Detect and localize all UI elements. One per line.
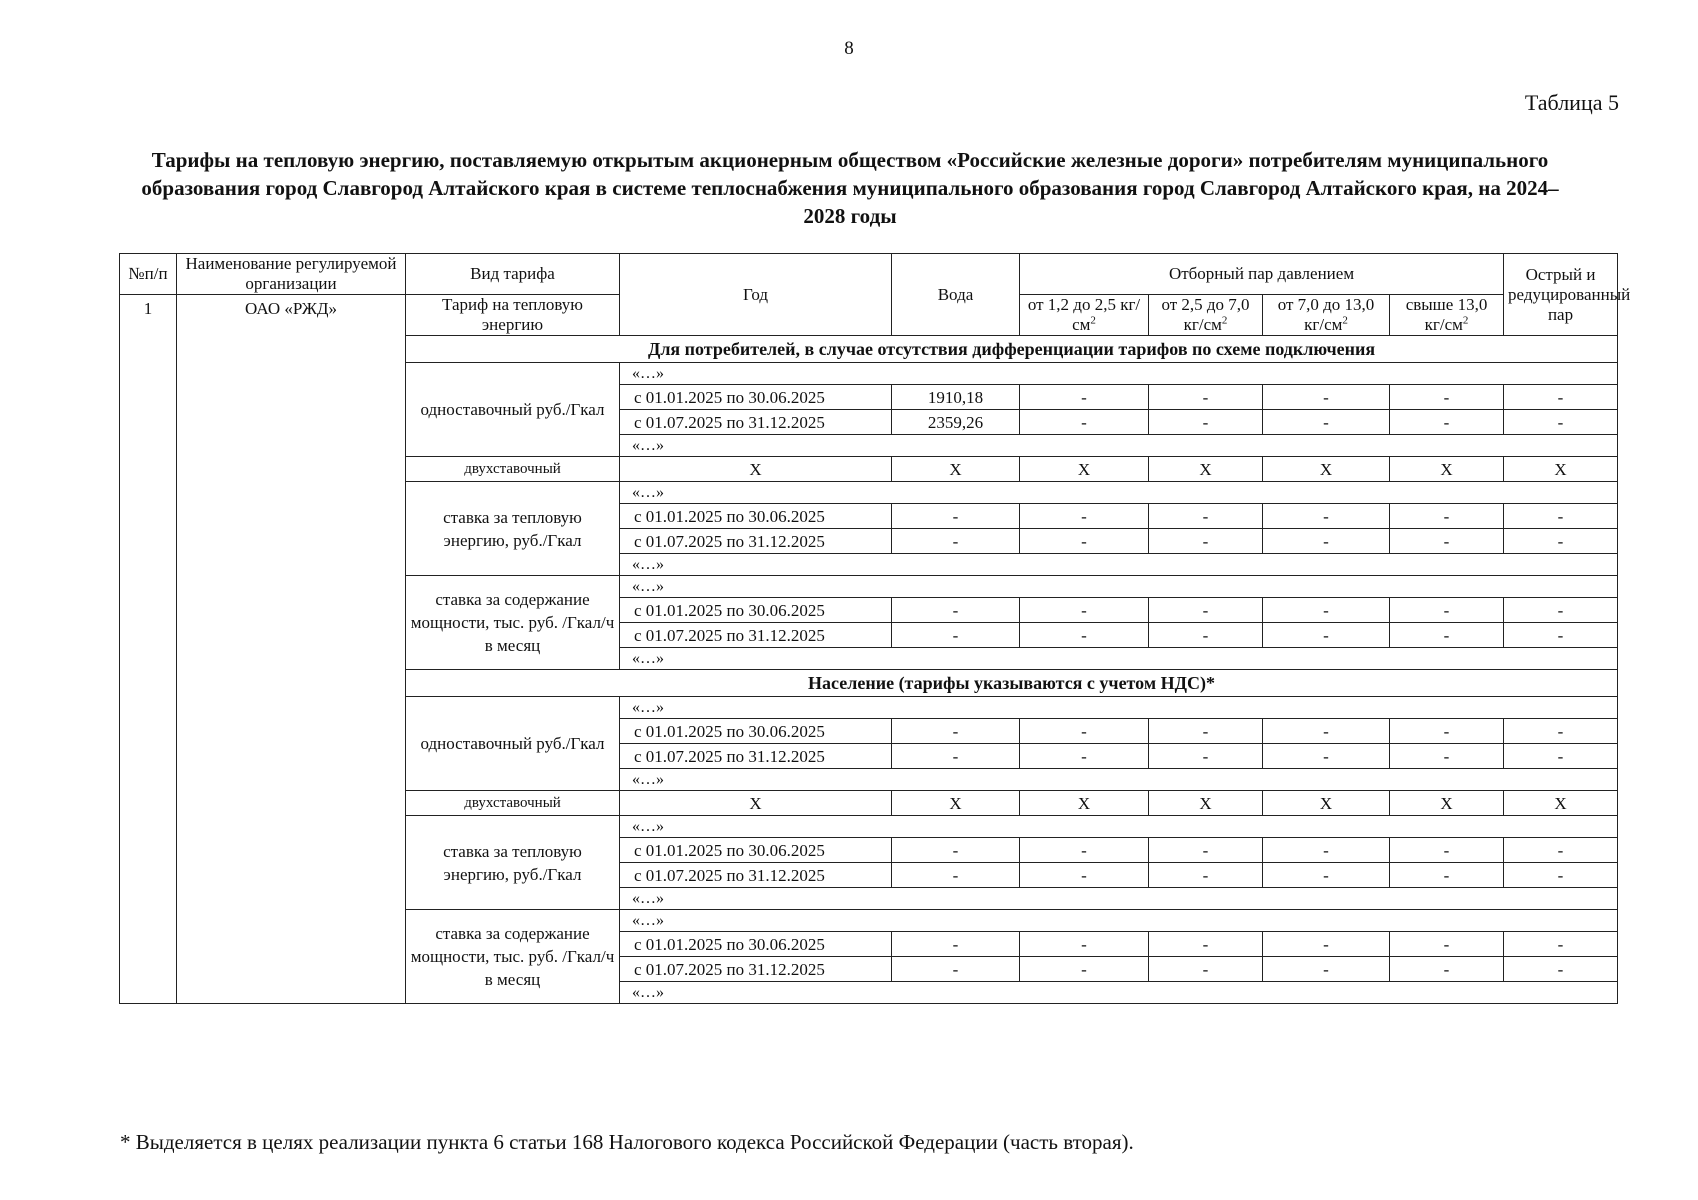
value-cell: - <box>1149 385 1263 410</box>
value-cell: - <box>892 744 1020 769</box>
value-cell: - <box>1390 744 1504 769</box>
header-water: Вода <box>892 254 1020 336</box>
section-title: Население (тарифы указываются с учетом НДС)* <box>406 670 1618 697</box>
value-cell: X <box>620 457 892 482</box>
ellipsis-row: «…» <box>620 982 1618 1004</box>
value-cell: X <box>892 457 1020 482</box>
value-cell: - <box>1263 598 1390 623</box>
value-cell: - <box>1149 719 1263 744</box>
value-cell: - <box>1390 932 1504 957</box>
value-cell: - <box>1504 410 1618 435</box>
value-cell: - <box>1390 529 1504 554</box>
period-cell: с 01.01.2025 по 30.06.2025 <box>620 504 892 529</box>
value-cell: X <box>1263 457 1390 482</box>
value-cell: - <box>892 623 1020 648</box>
table-caption: Таблица 5 <box>1524 90 1619 115</box>
period-cell: с 01.01.2025 по 30.06.2025 <box>620 719 892 744</box>
ellipsis-row: «…» <box>620 648 1618 670</box>
value-cell: - <box>1149 957 1263 982</box>
value-cell: - <box>1149 598 1263 623</box>
footnote: * Выделяется в целях реализации пункта 6 статьи 168 Налогового кодекса Российской Федерации (часть вторая). <box>120 1130 1134 1154</box>
superscript: 2 <box>1090 314 1096 327</box>
tariff-table <box>119 253 1631 1004</box>
document-title: Тарифы на тепловую энергию, поставляемую открытым акционерным обществом «Российские железные дороги» потребителям муниципального образования город Славгород Алтайского края в системе теплоснабжения муниципального образования город Славгород Алтайского края, на 2024–2028 годы <box>141 148 1559 228</box>
value-cell: - <box>1390 385 1504 410</box>
value-cell: - <box>1149 932 1263 957</box>
ellipsis-row: «…» <box>620 554 1618 576</box>
ellipsis-row: «…» <box>620 435 1618 457</box>
value-cell: - <box>892 504 1020 529</box>
section-title: Для потребителей, в случае отсутствия дифференциации тарифов по схеме подключения <box>406 336 1618 363</box>
label-two-rate: двухставочный <box>406 791 620 816</box>
organization-name: ОАО «РЖД» <box>177 295 406 1004</box>
value-cell: - <box>1020 957 1149 982</box>
value-cell: - <box>1020 744 1149 769</box>
label-single-rate: одноставочный руб./Гкал <box>406 697 620 791</box>
label-energy-rate: ставка за тепловую энергию, руб./Гкал <box>406 482 620 576</box>
period-cell: с 01.01.2025 по 30.06.2025 <box>620 838 892 863</box>
value-cell: - <box>1263 623 1390 648</box>
value-cell: - <box>1263 719 1390 744</box>
value-cell: - <box>1263 529 1390 554</box>
value-cell: - <box>1149 410 1263 435</box>
value-cell: - <box>1263 932 1390 957</box>
value-cell: - <box>1263 957 1390 982</box>
value-cell: - <box>892 529 1020 554</box>
header-year: Год <box>620 254 892 336</box>
value-cell: - <box>1390 598 1504 623</box>
value-cell: X <box>1149 791 1263 816</box>
value-cell: - <box>1020 932 1149 957</box>
value-cell: X <box>1390 457 1504 482</box>
value-cell: - <box>1020 838 1149 863</box>
value-cell: - <box>892 838 1020 863</box>
value-cell: - <box>1390 504 1504 529</box>
ellipsis-row: «…» <box>620 888 1618 910</box>
value-cell: - <box>1390 623 1504 648</box>
value-cell: - <box>1504 623 1618 648</box>
value-cell: - <box>1504 932 1618 957</box>
header-sharp-steam: Острый и редуцированный пар <box>1504 254 1618 336</box>
value-cell: - <box>1149 863 1263 888</box>
value-cell: - <box>1504 504 1618 529</box>
value-cell: - <box>892 863 1020 888</box>
value-cell: - <box>1504 385 1618 410</box>
value-cell: X <box>1020 791 1149 816</box>
label-energy-rate: ставка за тепловую энергию, руб./Гкал <box>406 816 620 910</box>
period-cell: с 01.07.2025 по 31.12.2025 <box>620 744 892 769</box>
value-cell: X <box>1149 457 1263 482</box>
value-cell: X <box>1263 791 1390 816</box>
value-cell: - <box>1020 719 1149 744</box>
value-cell: - <box>1504 529 1618 554</box>
label-capacity-rate: ставка за содержание мощности, тыс. руб. /Гкал/ч в месяц <box>406 910 620 1004</box>
superscript: 2 <box>1342 314 1348 327</box>
value-cell: - <box>1020 863 1149 888</box>
value-cell: - <box>1390 838 1504 863</box>
header-org: Наименование регулируемой организации <box>177 254 406 295</box>
value-cell: - <box>1504 598 1618 623</box>
value-cell: - <box>1504 719 1618 744</box>
header-pressure-1-text: от 1,2 до 2,5 кг/см <box>1027 295 1141 334</box>
header-pressure-4 <box>1390 295 1504 336</box>
period-cell: с 01.07.2025 по 31.12.2025 <box>620 623 892 648</box>
period-cell: с 01.07.2025 по 31.12.2025 <box>620 957 892 982</box>
value-cell: X <box>1020 457 1149 482</box>
ellipsis-row: «…» <box>620 816 1618 838</box>
header-pressure-3 <box>1263 295 1390 336</box>
ellipsis-row: «…» <box>620 363 1618 385</box>
page-number: 8 <box>844 38 854 59</box>
ellipsis-row: «…» <box>620 482 1618 504</box>
label-single-rate: одноставочный руб./Гкал <box>406 363 620 457</box>
superscript: 2 <box>1462 314 1469 327</box>
value-cell: - <box>1263 744 1390 769</box>
value-cell: X <box>1390 791 1504 816</box>
period-cell: с 01.07.2025 по 31.12.2025 <box>620 529 892 554</box>
value-cell: - <box>1149 623 1263 648</box>
header-pressure-1 <box>1020 295 1149 336</box>
value-cell: - <box>1263 410 1390 435</box>
value-cell: - <box>1504 863 1618 888</box>
value-cell: - <box>1390 957 1504 982</box>
value-cell: - <box>1020 504 1149 529</box>
value-cell: - <box>892 957 1020 982</box>
ellipsis-row: «…» <box>620 769 1618 791</box>
value-cell: - <box>1020 623 1149 648</box>
value-cell: X <box>620 791 892 816</box>
value-cell: - <box>1504 744 1618 769</box>
period-cell: с 01.07.2025 по 31.12.2025 <box>620 410 892 435</box>
value-cell: - <box>892 598 1020 623</box>
row-number: 1 <box>120 295 177 1004</box>
header-pressure-4-text: свыше 13,0 кг/см <box>1405 295 1488 334</box>
label-two-rate: двухставочный <box>406 457 620 482</box>
value-cell: - <box>1149 744 1263 769</box>
value-cell: - <box>1149 529 1263 554</box>
label-capacity-rate: ставка за содержание мощности, тыс. руб. /Гкал/ч в месяц <box>406 576 620 670</box>
value-cell: - <box>1504 838 1618 863</box>
header-tariff-type: Вид тарифа <box>406 254 620 295</box>
value-cell: - <box>1020 385 1149 410</box>
ellipsis-row: «…» <box>620 697 1618 719</box>
value-cell: - <box>1390 719 1504 744</box>
superscript: 2 <box>1221 314 1228 327</box>
header-num: №п/п <box>120 254 177 295</box>
value-cell: - <box>1149 838 1263 863</box>
header-pressure-2 <box>1149 295 1263 336</box>
value-cell: - <box>1263 504 1390 529</box>
value-cell: - <box>1020 410 1149 435</box>
value-cell: - <box>1390 410 1504 435</box>
header-tariff-sub: Тариф на тепловую энергию <box>406 295 620 336</box>
value-cell: - <box>1020 529 1149 554</box>
header-pressure-3-text: от 7,0 до 13,0 кг/см <box>1277 295 1375 334</box>
header-pressure-2-text: от 2,5 до 7,0 кг/см <box>1161 295 1250 334</box>
value-cell: - <box>1020 598 1149 623</box>
header-steam: Отборный пар давлением <box>1020 254 1504 295</box>
period-cell: с 01.07.2025 по 31.12.2025 <box>620 863 892 888</box>
period-cell: с 01.01.2025 по 30.06.2025 <box>620 932 892 957</box>
value-cell: - <box>1390 863 1504 888</box>
value-cell: X <box>1504 457 1618 482</box>
value-cell: - <box>1263 863 1390 888</box>
water-value: 1910,18 <box>892 385 1020 410</box>
value-cell: X <box>892 791 1020 816</box>
ellipsis-row: «…» <box>620 576 1618 598</box>
value-cell: X <box>1504 791 1618 816</box>
period-cell: с 01.01.2025 по 30.06.2025 <box>620 598 892 623</box>
ellipsis-row: «…» <box>620 910 1618 932</box>
value-cell: - <box>1263 838 1390 863</box>
value-cell: - <box>1504 957 1618 982</box>
water-value: 2359,26 <box>892 410 1020 435</box>
value-cell: - <box>892 932 1020 957</box>
value-cell: - <box>1149 504 1263 529</box>
value-cell: - <box>1263 385 1390 410</box>
value-cell: - <box>892 719 1020 744</box>
period-cell: с 01.01.2025 по 30.06.2025 <box>620 385 892 410</box>
